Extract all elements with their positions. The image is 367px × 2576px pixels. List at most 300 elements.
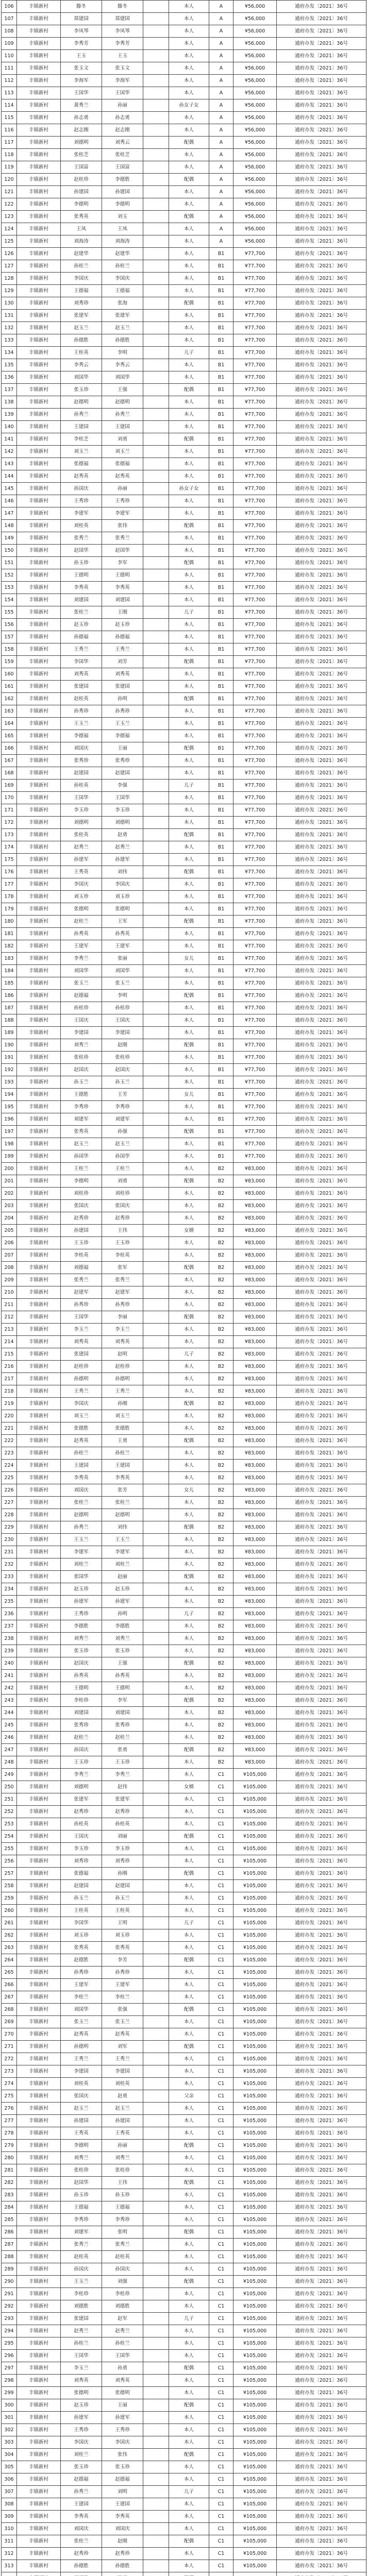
cell-no: 217 bbox=[2, 1373, 17, 1385]
cell-amount: ¥105,000 bbox=[233, 2473, 277, 2486]
cell-member: 孙秀英 bbox=[102, 1670, 143, 1682]
cell-category: B1 bbox=[209, 285, 233, 297]
cell-no: 255 bbox=[2, 1843, 17, 1855]
cell-amount: ¥83,000 bbox=[233, 1497, 277, 1509]
table-row bbox=[2, 2535, 366, 2548]
cell-no: 200 bbox=[2, 1163, 17, 1175]
cell-rel_label: 本人 bbox=[169, 186, 209, 198]
cell-category: B1 bbox=[209, 619, 233, 631]
table-row bbox=[2, 2090, 366, 2103]
cell-applicant: 张桂珍 bbox=[61, 1052, 102, 1064]
cell-doc: 通府办发〔2021〕36号 bbox=[277, 507, 366, 520]
cell-applicant: 刘德胜 bbox=[61, 2300, 102, 2313]
cell-relation bbox=[143, 940, 169, 953]
cell-amount: ¥105,000 bbox=[233, 2251, 277, 2263]
cell-relation bbox=[143, 2350, 169, 2362]
cell-no: 176 bbox=[2, 866, 17, 878]
cell-no: 243 bbox=[2, 1694, 17, 1707]
cell-town: 丰镇新村 bbox=[17, 2399, 61, 2412]
cell-doc: 通府办发〔2021〕36号 bbox=[277, 1534, 366, 1546]
cell-doc: 通府办发〔2021〕36号 bbox=[277, 2065, 366, 2078]
cell-amount: ¥105,000 bbox=[233, 1967, 277, 1979]
cell-doc: 通府办发〔2021〕36号 bbox=[277, 2387, 366, 2399]
cell-doc: 通府办发〔2021〕36号 bbox=[277, 557, 366, 569]
cell-category: C1 bbox=[209, 1868, 233, 1880]
cell-amount: ¥105,000 bbox=[233, 1793, 277, 1806]
cell-relation bbox=[143, 446, 169, 458]
cell-doc: 通府办发〔2021〕36号 bbox=[277, 1596, 366, 1608]
cell-applicant: 孙桂英 bbox=[61, 1818, 102, 1831]
cell-no: 228 bbox=[2, 1509, 17, 1521]
cell-no: 268 bbox=[2, 2004, 17, 2016]
cell-no: 252 bbox=[2, 1806, 17, 1818]
cell-member: 刘玉兰 bbox=[102, 446, 143, 458]
cell-town: 丰镇新村 bbox=[17, 1534, 61, 1546]
cell-applicant: 李桂英 bbox=[61, 1249, 102, 1262]
cell-category: B2 bbox=[209, 1422, 233, 1435]
cell-amount: ¥77,700 bbox=[233, 248, 277, 260]
cell-relation bbox=[143, 817, 169, 829]
cell-rel_label: 本人 bbox=[169, 1237, 209, 1249]
cell-category: B1 bbox=[209, 878, 233, 891]
cell-rel_label: 配偶 bbox=[169, 1521, 209, 1534]
cell-doc: 通府办发〔2021〕36号 bbox=[277, 2498, 366, 2511]
cell-town: 丰镇新村 bbox=[17, 371, 61, 384]
cell-member: 孙刚 bbox=[102, 1398, 143, 1410]
cell-category: B1 bbox=[209, 409, 233, 421]
cell-doc: 通府办发〔2021〕36号 bbox=[277, 1806, 366, 1818]
table-row bbox=[2, 1608, 366, 1620]
cell-relation bbox=[143, 841, 169, 854]
table-row bbox=[2, 1744, 366, 1756]
cell-applicant: 郑建国 bbox=[61, 13, 102, 25]
cell-no: 220 bbox=[2, 1410, 17, 1422]
cell-relation bbox=[143, 1435, 169, 1447]
cell-doc: 通府办发〔2021〕36号 bbox=[277, 2103, 366, 2115]
cell-town: 丰镇新村 bbox=[17, 2115, 61, 2127]
cell-rel_label: 本人 bbox=[169, 2164, 209, 2177]
table-row bbox=[2, 310, 366, 322]
cell-applicant: 王德福 bbox=[61, 285, 102, 297]
cell-doc: 通府办发〔2021〕36号 bbox=[277, 1546, 366, 1558]
cell-relation bbox=[143, 2127, 169, 2140]
table-row bbox=[2, 1534, 366, 1546]
cell-no: 196 bbox=[2, 1113, 17, 1126]
cell-town: 丰镇新村 bbox=[17, 1645, 61, 1657]
cell-member: 李芳 bbox=[102, 1954, 143, 1967]
cell-amount: ¥105,000 bbox=[233, 2016, 277, 2028]
cell-applicant: 李建国 bbox=[61, 2065, 102, 2078]
table-row bbox=[2, 235, 366, 248]
cell-rel_label: 本人 bbox=[169, 804, 209, 817]
cell-member: 李国庆 bbox=[102, 878, 143, 891]
cell-town: 丰镇新村 bbox=[17, 87, 61, 99]
table-row bbox=[2, 161, 366, 174]
cell-town: 丰镇新村 bbox=[17, 1200, 61, 1212]
cell-doc: 通府办发〔2021〕36号 bbox=[277, 1472, 366, 1484]
cell-category: B1 bbox=[209, 273, 233, 285]
cell-relation bbox=[143, 1398, 169, 1410]
cell-member: 张国庆 bbox=[102, 1200, 143, 1212]
cell-amount: ¥77,700 bbox=[233, 977, 277, 990]
cell-member: 王国华 bbox=[102, 87, 143, 99]
cell-applicant: 李秀珍 bbox=[61, 2214, 102, 2226]
cell-no: 203 bbox=[2, 1200, 17, 1212]
cell-amount: ¥56,000 bbox=[233, 149, 277, 161]
cell-no: 113 bbox=[2, 87, 17, 99]
cell-relation bbox=[143, 1027, 169, 1039]
cell-town: 丰镇新村 bbox=[17, 1806, 61, 1818]
cell-town: 丰镇新村 bbox=[17, 495, 61, 507]
cell-member: 赵伟 bbox=[102, 1781, 143, 1793]
cell-no: 248 bbox=[2, 1756, 17, 1769]
table-row bbox=[2, 792, 366, 804]
table-row bbox=[2, 75, 366, 87]
cell-member: 张秀兰 bbox=[102, 532, 143, 545]
cell-doc: 通府办发〔2021〕36号 bbox=[277, 1571, 366, 1583]
cell-relation bbox=[143, 322, 169, 334]
cell-rel_label: 本人 bbox=[169, 1249, 209, 1262]
cell-category: C1 bbox=[209, 2090, 233, 2103]
cell-doc: 通府办发〔2021〕36号 bbox=[277, 1719, 366, 1732]
cell-category: B1 bbox=[209, 1113, 233, 1126]
cell-rel_label: 本人 bbox=[169, 1163, 209, 1175]
cell-amount: ¥77,700 bbox=[233, 1089, 277, 1101]
cell-doc: 通府办发〔2021〕36号 bbox=[277, 631, 366, 643]
cell-no: 224 bbox=[2, 1460, 17, 1472]
cell-category: B2 bbox=[209, 1249, 233, 1262]
cell-category: B1 bbox=[209, 643, 233, 656]
cell-relation bbox=[143, 2572, 169, 2576]
cell-applicant: 刘秀珍 bbox=[61, 1855, 102, 1868]
cell-no: 150 bbox=[2, 545, 17, 557]
cell-category: B1 bbox=[209, 1126, 233, 1138]
cell-doc: 通府办发〔2021〕36号 bbox=[277, 643, 366, 656]
cell-doc: 通府办发〔2021〕36号 bbox=[277, 891, 366, 903]
cell-doc: 通府办发〔2021〕36号 bbox=[277, 1138, 366, 1150]
cell-category: B1 bbox=[209, 1039, 233, 1052]
cell-amount: ¥83,000 bbox=[233, 1546, 277, 1558]
cell-category: B1 bbox=[209, 866, 233, 878]
cell-doc: 通府办发〔2021〕36号 bbox=[277, 260, 366, 273]
table-row bbox=[2, 2004, 366, 2016]
cell-member: 赵秀英 bbox=[102, 470, 143, 483]
cell-amount: ¥56,000 bbox=[233, 99, 277, 112]
cell-amount: ¥77,700 bbox=[233, 903, 277, 916]
cell-member: 张玉文 bbox=[102, 62, 143, 75]
cell-rel_label: 本人 bbox=[169, 1299, 209, 1311]
cell-doc bbox=[277, 2572, 366, 2576]
cell-amount: ¥77,700 bbox=[233, 1027, 277, 1039]
cell-doc: 通府办发〔2021〕36号 bbox=[277, 87, 366, 99]
cell-town: 丰镇新村 bbox=[17, 2226, 61, 2239]
cell-applicant: 赵桂珍 bbox=[61, 1361, 102, 1373]
cell-no: 190 bbox=[2, 1039, 17, 1052]
cell-applicant: 王秀兰 bbox=[61, 2053, 102, 2065]
cell-town: 丰镇新村 bbox=[17, 1, 61, 13]
cell-town: 丰镇新村 bbox=[17, 1014, 61, 1027]
cell-amount: ¥105,000 bbox=[233, 2461, 277, 2473]
cell-relation bbox=[143, 1756, 169, 1769]
cell-doc: 通府办发〔2021〕36号 bbox=[277, 223, 366, 235]
cell-relation bbox=[143, 520, 169, 532]
cell-rel_label: 配偶 bbox=[169, 297, 209, 310]
cell-member: 王凤 bbox=[102, 223, 143, 235]
cell-rel_label: 本人 bbox=[169, 631, 209, 643]
table-row bbox=[2, 1843, 366, 1855]
cell-applicant: 张德胜 bbox=[61, 1422, 102, 1435]
cell-doc: 通府办发〔2021〕36号 bbox=[277, 2535, 366, 2548]
table-row bbox=[2, 990, 366, 1002]
cell-category: B1 bbox=[209, 1101, 233, 1113]
cell-town: 丰镇新村 bbox=[17, 693, 61, 705]
cell-amount: ¥83,000 bbox=[233, 1694, 277, 1707]
cell-category: B1 bbox=[209, 767, 233, 779]
cell-relation bbox=[143, 1200, 169, 1212]
cell-rel_label: 本人 bbox=[169, 359, 209, 371]
cell-rel_label: 本人 bbox=[169, 421, 209, 433]
cell-amount: ¥83,000 bbox=[233, 1472, 277, 1484]
cell-category: B1 bbox=[209, 916, 233, 928]
cell-applicant: 赵建华 bbox=[61, 248, 102, 260]
table-row bbox=[2, 1460, 366, 1472]
cell-town: 丰镇新村 bbox=[17, 1150, 61, 1163]
cell-town: 丰镇新村 bbox=[17, 1126, 61, 1138]
cell-relation bbox=[143, 211, 169, 223]
cell-relation bbox=[143, 1262, 169, 1274]
cell-applicant: 赵德明 bbox=[61, 396, 102, 409]
cell-town: 丰镇新村 bbox=[17, 297, 61, 310]
cell-rel_label: 本人 bbox=[169, 1793, 209, 1806]
cell-doc: 通府办发〔2021〕36号 bbox=[277, 174, 366, 186]
cell-category: C1 bbox=[209, 1967, 233, 1979]
cell-doc: 通府办发〔2021〕36号 bbox=[277, 718, 366, 730]
cell-amount: ¥77,700 bbox=[233, 841, 277, 854]
cell-relation bbox=[143, 2189, 169, 2201]
cell-town: 丰镇新村 bbox=[17, 260, 61, 273]
cell-relation bbox=[143, 878, 169, 891]
cell-amount: ¥77,700 bbox=[233, 742, 277, 755]
cell-member: 张玉珍 bbox=[102, 1645, 143, 1657]
cell-doc: 通府办发〔2021〕36号 bbox=[277, 606, 366, 619]
cell-category: C1 bbox=[209, 2325, 233, 2337]
cell-no: 128 bbox=[2, 273, 17, 285]
cell-member: 张秀珍 bbox=[102, 1719, 143, 1732]
cell-amount: ¥83,000 bbox=[233, 1175, 277, 1188]
cell-rel_label: 本人 bbox=[169, 668, 209, 681]
table-row bbox=[2, 2263, 366, 2276]
cell-applicant: 王建国 bbox=[61, 2498, 102, 2511]
cell-amount: ¥77,700 bbox=[233, 866, 277, 878]
cell-doc: 通府办发〔2021〕36号 bbox=[277, 2164, 366, 2177]
cell-no: 188 bbox=[2, 1014, 17, 1027]
cell-relation bbox=[143, 2449, 169, 2461]
cell-amount: ¥77,700 bbox=[233, 520, 277, 532]
cell-category: B1 bbox=[209, 1002, 233, 1014]
cell-applicant: 刘桂英 bbox=[61, 2078, 102, 2090]
cell-applicant: 孙桂珍 bbox=[61, 1002, 102, 1014]
cell-applicant: 赵桂英 bbox=[61, 693, 102, 705]
cell-doc: 通府办发〔2021〕36号 bbox=[277, 854, 366, 866]
cell-no: 122 bbox=[2, 198, 17, 211]
cell-relation bbox=[143, 87, 169, 99]
cell-no: 161 bbox=[2, 681, 17, 693]
cell-town: 丰镇新村 bbox=[17, 1113, 61, 1126]
cell-member: 孙秀英 bbox=[102, 928, 143, 940]
cell-applicant: 刘玉珍 bbox=[61, 891, 102, 903]
cell-rel_label: 本人 bbox=[169, 13, 209, 25]
cell-rel_label: 配偶 bbox=[169, 742, 209, 755]
cell-no: 201 bbox=[2, 1175, 17, 1188]
table-row bbox=[2, 1979, 366, 1991]
cell-category: B1 bbox=[209, 470, 233, 483]
cell-town: 丰镇新村 bbox=[17, 1670, 61, 1682]
cell-amount: ¥105,000 bbox=[233, 2498, 277, 2511]
cell-amount: ¥105,000 bbox=[233, 2523, 277, 2535]
cell-member: 刘桂珍 bbox=[102, 1188, 143, 1200]
cell-member: 李建军 bbox=[102, 507, 143, 520]
cell-town: 丰镇新村 bbox=[17, 1373, 61, 1385]
cell-category: B1 bbox=[209, 1150, 233, 1163]
cell-category: C1 bbox=[209, 2028, 233, 2041]
cell-member: 孙德明 bbox=[102, 1373, 143, 1385]
cell-rel_label: 本人 bbox=[169, 1188, 209, 1200]
cell-relation bbox=[143, 631, 169, 643]
cell-doc: 通府办发〔2021〕36号 bbox=[277, 1954, 366, 1967]
cell-relation bbox=[143, 2461, 169, 2473]
cell-category: C1 bbox=[209, 1843, 233, 1855]
cell-relation bbox=[143, 1052, 169, 1064]
cell-rel_label: 本人 bbox=[169, 2152, 209, 2164]
cell-relation bbox=[143, 1670, 169, 1682]
cell-category: A bbox=[209, 38, 233, 50]
cell-relation bbox=[143, 1534, 169, 1546]
cell-member: 李秀英 bbox=[102, 582, 143, 594]
cell-applicant: 孙国华 bbox=[61, 1150, 102, 1163]
cell-doc: 通府办发〔2021〕36号 bbox=[277, 1175, 366, 1188]
cell-no: 312 bbox=[2, 2548, 17, 2560]
cell-applicant: 张秀珍 bbox=[61, 755, 102, 767]
cell-applicant: 王凤 bbox=[61, 223, 102, 235]
cell-town: 丰镇新村 bbox=[17, 1744, 61, 1756]
cell-doc: 通府办发〔2021〕36号 bbox=[277, 2090, 366, 2103]
table-row bbox=[2, 866, 366, 878]
cell-amount: ¥77,700 bbox=[233, 1138, 277, 1150]
cell-rel_label: 本人 bbox=[169, 1509, 209, 1521]
cell-rel_label: 配偶 bbox=[169, 1039, 209, 1052]
cell-town: 丰镇新村 bbox=[17, 792, 61, 804]
cell-rel_label: 配偶 bbox=[169, 2177, 209, 2189]
cell-no: 276 bbox=[2, 2103, 17, 2115]
cell-doc: 通府办发〔2021〕36号 bbox=[277, 1447, 366, 1460]
cell-applicant: 孙国庆 bbox=[61, 1744, 102, 1756]
cell-applicant: 王国华 bbox=[61, 1311, 102, 1324]
cell-doc: 通府办发〔2021〕36号 bbox=[277, 2350, 366, 2362]
cell-amount: ¥105,000 bbox=[233, 2065, 277, 2078]
cell-doc: 通府办发〔2021〕36号 bbox=[277, 977, 366, 990]
cell-no: 273 bbox=[2, 2065, 17, 2078]
cell-category: B1 bbox=[209, 322, 233, 334]
table-row bbox=[2, 1373, 366, 1385]
cell-member: 赵秀英 bbox=[102, 2028, 143, 2041]
cell-relation bbox=[143, 1076, 169, 1089]
cell-member: 王刚 bbox=[102, 606, 143, 619]
table-row bbox=[2, 841, 366, 854]
cell-category: B1 bbox=[209, 829, 233, 841]
cell-town: 丰镇新村 bbox=[17, 2041, 61, 2053]
cell-member: 张秀珍 bbox=[102, 755, 143, 767]
cell-no: 249 bbox=[2, 1769, 17, 1781]
cell-rel_label: 本人 bbox=[169, 1892, 209, 1905]
cell-relation bbox=[143, 1484, 169, 1497]
cell-town: 丰镇新村 bbox=[17, 2263, 61, 2276]
cell-member: 孙国庆 bbox=[102, 2263, 143, 2276]
cell-town: 丰镇新村 bbox=[17, 2350, 61, 2362]
cell-applicant: 孙建国 bbox=[61, 2115, 102, 2127]
cell-member: 滕冬 bbox=[102, 1, 143, 13]
cell-rel_label: 本人 bbox=[169, 273, 209, 285]
table-row bbox=[2, 1324, 366, 1336]
cell-category: B2 bbox=[209, 1286, 233, 1299]
cell-doc: 通府办发〔2021〕36号 bbox=[277, 470, 366, 483]
cell-applicant: 刘国华 bbox=[61, 371, 102, 384]
cell-amount: ¥56,000 bbox=[233, 198, 277, 211]
cell-applicant: 刘德明 bbox=[61, 817, 102, 829]
table-row bbox=[2, 681, 366, 693]
table-row bbox=[2, 1064, 366, 1076]
cell-category: B1 bbox=[209, 347, 233, 359]
cell-relation bbox=[143, 2028, 169, 2041]
cell-amount: ¥105,000 bbox=[233, 1818, 277, 1831]
cell-town bbox=[17, 2572, 61, 2576]
cell-town: 丰镇新村 bbox=[17, 1793, 61, 1806]
cell-amount: ¥77,700 bbox=[233, 557, 277, 569]
cell-relation bbox=[143, 223, 169, 235]
cell-rel_label: 本人 bbox=[169, 1373, 209, 1385]
cell-rel_label: 配偶 bbox=[169, 2004, 209, 2016]
cell-town: 丰镇新村 bbox=[17, 2511, 61, 2523]
cell-relation bbox=[143, 174, 169, 186]
cell-category: B1 bbox=[209, 483, 233, 495]
cell-category: C1 bbox=[209, 2016, 233, 2028]
table-row bbox=[2, 2498, 366, 2511]
cell-category: B2 bbox=[209, 1484, 233, 1497]
cell-amount: ¥105,000 bbox=[233, 2214, 277, 2226]
cell-member: 张德明 bbox=[102, 2387, 143, 2399]
cell-applicant: 李德明 bbox=[61, 1175, 102, 1188]
cell-no: 296 bbox=[2, 2350, 17, 2362]
cell-applicant: 赵德明 bbox=[61, 1509, 102, 1521]
cell-member: 张芳 bbox=[102, 1484, 143, 1497]
cell-category: B2 bbox=[209, 1447, 233, 1460]
cell-doc: 通府办发〔2021〕36号 bbox=[277, 1831, 366, 1843]
cell-category: C1 bbox=[209, 1793, 233, 1806]
cell-town: 丰镇新村 bbox=[17, 1089, 61, 1101]
cell-rel_label: 配偶 bbox=[169, 656, 209, 668]
cell-doc: 通府办发〔2021〕36号 bbox=[277, 2276, 366, 2288]
cell-applicant: 孙德明 bbox=[61, 2041, 102, 2053]
cell-rel_label: 本人 bbox=[169, 2511, 209, 2523]
cell-applicant: 刘玉珍 bbox=[61, 1929, 102, 1942]
cell-relation bbox=[143, 792, 169, 804]
cell-relation bbox=[143, 1188, 169, 1200]
cell-rel_label: 父亲 bbox=[169, 2090, 209, 2103]
cell-amount: ¥56,000 bbox=[233, 13, 277, 25]
cell-doc: 通府办发〔2021〕36号 bbox=[277, 2016, 366, 2028]
cell-no: 139 bbox=[2, 409, 17, 421]
cell-amount: ¥105,000 bbox=[233, 2226, 277, 2239]
cell-relation bbox=[143, 1509, 169, 1521]
